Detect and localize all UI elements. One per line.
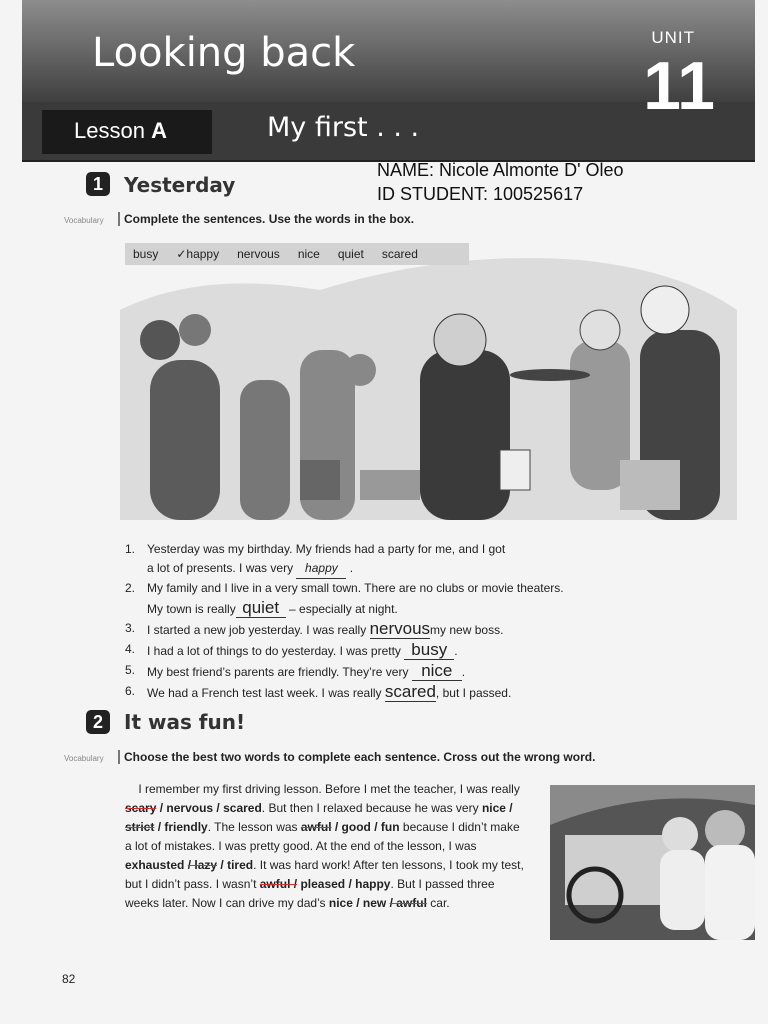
word-happy: ✓happy bbox=[176, 247, 220, 261]
item-text: Yesterday was my birthday. My friends had a party for me, and I got bbox=[147, 542, 506, 556]
para-text: . But then I relaxed because he was very bbox=[261, 801, 479, 815]
party-illustration bbox=[120, 250, 737, 520]
word-nervous: nervous bbox=[237, 247, 280, 261]
word-busy: busy bbox=[133, 247, 159, 261]
item-number: 1. bbox=[125, 542, 136, 556]
vocab-tag-2: Vocabulary bbox=[64, 754, 104, 763]
item-text: My best friend’s parents are friendly. They’re very bbox=[147, 665, 409, 679]
page-number: 82 bbox=[62, 972, 76, 986]
lesson-label bbox=[74, 118, 167, 144]
exercise-1-list bbox=[125, 540, 605, 703]
item-text: I had a lot of things to do yesterday. I was pretty bbox=[147, 644, 401, 658]
item-tail: . bbox=[461, 665, 466, 679]
exercise-item bbox=[125, 682, 605, 703]
item-number: 6. bbox=[125, 684, 136, 698]
para-text: . The lesson was bbox=[207, 820, 298, 834]
answer-blank[interactable]: nice bbox=[412, 661, 462, 681]
item-text: My family and I live in a very small town. There are no clubs or movie theaters. bbox=[147, 581, 564, 595]
unit-banner bbox=[22, 0, 755, 162]
section-2-title: It was fun! bbox=[124, 710, 246, 734]
exercise-item bbox=[125, 640, 605, 661]
exercise-item bbox=[125, 619, 605, 640]
choice-word[interactable]: awful bbox=[300, 820, 332, 834]
choice-word[interactable]: strict bbox=[125, 820, 155, 834]
choice-word[interactable]: nice / new bbox=[328, 896, 387, 910]
exercise-item bbox=[125, 540, 605, 579]
choice-word[interactable]: / friendly bbox=[157, 820, 208, 834]
answer-blank[interactable]: nervous bbox=[369, 619, 431, 638]
choice-word[interactable]: / good / fun bbox=[334, 820, 400, 834]
para-text: . But I passed three weeks later. Now I can drive my dad’s bbox=[125, 877, 495, 910]
section-2-number: 2 bbox=[86, 710, 110, 734]
word-quiet: quiet bbox=[337, 247, 364, 261]
exercise-item bbox=[125, 661, 605, 682]
para-text: car. bbox=[430, 896, 450, 910]
item-text: We had a French test last week. I was really bbox=[147, 686, 382, 700]
choice-word[interactable]: nice / bbox=[481, 801, 513, 815]
student-name: NAME: Nicole Almonte D' Oleo bbox=[377, 160, 624, 180]
item-tail: . bbox=[454, 644, 458, 658]
unit-label: UNIT bbox=[651, 28, 695, 47]
driving-paragraph bbox=[125, 780, 525, 913]
item-text: I started a new job yesterday. I was really bbox=[147, 623, 367, 637]
choice-word[interactable]: / awful bbox=[389, 896, 427, 910]
para-text: . It was hard work! After ten lessons, I took my test, but I didn’t pass. I wasn’t bbox=[125, 858, 524, 891]
word-box bbox=[125, 243, 469, 265]
item-tail: , but I passed. bbox=[435, 686, 512, 700]
unit-number: 11 bbox=[643, 48, 715, 124]
answer-blank[interactable]: busy bbox=[404, 640, 454, 660]
item-text-2: My town is really bbox=[147, 602, 236, 616]
student-id: ID STUDENT: 100525617 bbox=[377, 184, 584, 204]
driving-photo bbox=[550, 785, 755, 940]
vocab-tag-1: Vocabulary bbox=[64, 216, 104, 225]
item-text-2: a lot of presents. I was very bbox=[147, 561, 294, 575]
section-1-number: 1 bbox=[86, 172, 110, 196]
choice-word[interactable]: pleased / happy bbox=[300, 877, 391, 891]
page-title: Looking back bbox=[92, 30, 356, 76]
item-tail: . bbox=[349, 561, 354, 575]
answer-blank[interactable]: happy bbox=[296, 559, 346, 579]
choice-word[interactable]: awful / bbox=[259, 877, 298, 891]
lesson-word: Lesson bbox=[74, 118, 145, 143]
choice-word[interactable]: / lazy bbox=[187, 858, 218, 872]
item-number: 5. bbox=[125, 663, 136, 677]
item-tail: – especially at night. bbox=[289, 602, 398, 616]
choice-word[interactable]: nervous / scared bbox=[166, 801, 262, 815]
lesson-letter: A bbox=[151, 118, 167, 143]
item-number: 3. bbox=[125, 621, 136, 635]
item-tail: my new boss. bbox=[430, 623, 504, 637]
item-number: 2. bbox=[125, 581, 136, 595]
section-1-title: Yesterday bbox=[124, 173, 236, 197]
choice-word[interactable]: exhausted bbox=[125, 858, 185, 872]
answer-blank[interactable]: scared bbox=[384, 682, 436, 701]
exercise-item bbox=[125, 579, 605, 619]
para-text: because I didn’t make a lot of mistakes. I was pretty good. At the end of the lesson, I was bbox=[125, 820, 520, 853]
instruction-2: Choose the best two words to complete each sentence. Cross out the wrong word. bbox=[118, 750, 595, 764]
word-nice: nice bbox=[297, 247, 320, 261]
choice-word[interactable]: / tired bbox=[220, 858, 254, 872]
answer-blank[interactable]: quiet bbox=[236, 598, 286, 618]
para-text: I remember my first driving lesson. Before I met the teacher, I was really bbox=[138, 782, 520, 796]
instruction-1: Complete the sentences. Use the words in the box. bbox=[118, 212, 414, 226]
choice-word[interactable]: scary bbox=[125, 801, 157, 815]
item-number: 4. bbox=[125, 642, 136, 656]
word-scared: scared bbox=[381, 247, 418, 261]
choice-sep: / bbox=[159, 801, 164, 815]
lesson-title: My first . . . bbox=[267, 112, 420, 143]
